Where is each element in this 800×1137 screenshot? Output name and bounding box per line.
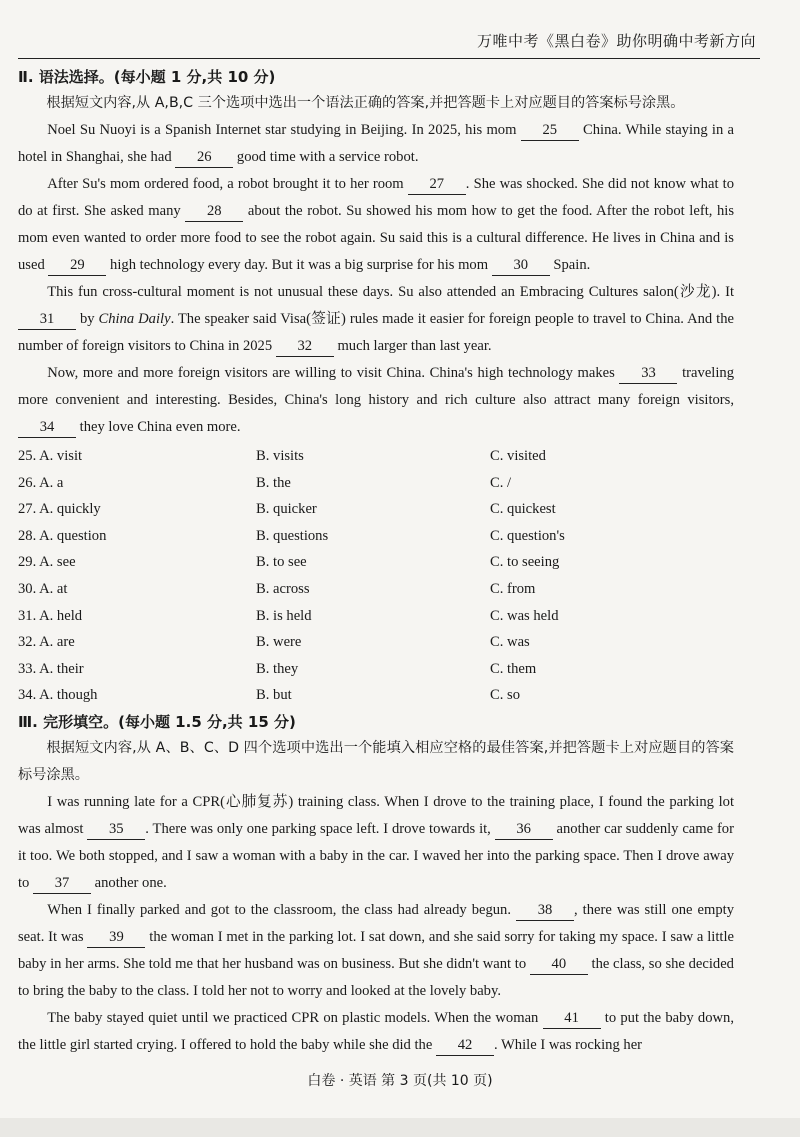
option-c: C. them <box>490 660 537 677</box>
blank-40: 40 <box>530 954 588 975</box>
section-3-paragraph-1 <box>18 789 734 897</box>
section-2-paragraph-3 <box>18 279 734 360</box>
text: . There was only one parking space left. I drove towards it, <box>145 820 495 837</box>
option-a: 33. A. their <box>18 660 84 677</box>
text: Noel Su Nuoyi is a Spanish Internet star studying in Beijing. In 2025, his mom <box>47 122 521 138</box>
option-row <box>18 496 734 523</box>
option-c: C. / <box>490 474 512 491</box>
text: another one. <box>91 874 167 891</box>
option-c: C. to seeing <box>490 554 560 571</box>
option-a: 34. A. though <box>18 687 98 704</box>
option-a: 32. A. are <box>18 634 75 651</box>
option-row <box>18 629 734 656</box>
blank-34: 34 <box>18 417 76 438</box>
blank-42: 42 <box>436 1035 494 1056</box>
option-c: C. question's <box>490 527 565 544</box>
option-row <box>18 443 734 470</box>
section-3-title: Ⅲ. 完形填空。(每小题 1.5 分,共 15 分) <box>18 712 296 731</box>
text: When I finally parked and got to the classroom, the class had already begun. <box>47 901 517 918</box>
option-b: B. they <box>256 660 299 677</box>
text: traveling more convenient and interesting. Besides, China's long history and rich culture also attract many foreign visitors, <box>18 365 734 408</box>
blank-29: 29 <box>48 255 106 276</box>
option-c: C. was <box>490 634 530 651</box>
section-3-paragraph-2 <box>18 897 734 1005</box>
blank-25: 25 <box>521 120 579 141</box>
text: the class, so she decided to bring the baby to the class. I told her not to worry and looked at the lovely baby. <box>18 955 734 999</box>
option-row <box>18 576 734 603</box>
option-b: B. quicker <box>256 501 317 518</box>
option-row <box>18 523 734 550</box>
option-row <box>18 549 734 576</box>
page-footer: 白卷 · 英语 第 3 页(共 10 页) <box>307 1073 493 1089</box>
text: by <box>76 311 99 327</box>
option-c: C. visited <box>490 448 546 464</box>
option-a: 28. A. question <box>18 527 107 544</box>
option-b: B. to see <box>256 554 307 571</box>
header-divider <box>18 58 760 59</box>
option-a: 31. A. held <box>18 607 83 624</box>
option-b: B. is held <box>256 607 312 624</box>
option-a: 26. A. a <box>18 474 64 491</box>
option-a: 25. A. visit <box>18 448 83 464</box>
text: the woman I met in the parking lot. I sat down, and she said sorry for taking my space. I saw a little baby in her arms. She told me that her husband was on business. But she didn't want to <box>18 928 734 972</box>
section-3-instruction: 根据短文内容,从 A、B、C、D 四个选项中选出一个能填入相应空格的最佳答案,并把答题卡上对应题目的答案标号涂黑。 <box>18 739 734 783</box>
text: good time with a service robot. <box>233 149 419 165</box>
blank-31: 31 <box>18 309 76 330</box>
text: , there was still one empty seat. It was <box>18 901 734 945</box>
text: much larger than last year. <box>333 338 492 354</box>
text: Spain. <box>549 257 591 273</box>
option-a: 27. A. quickly <box>18 501 101 518</box>
text: I was running late for a CPR(心肺复苏) training class. When I drove to the training place, I found the parking lot was almost <box>18 793 734 837</box>
blank-30: 30 <box>492 255 550 276</box>
page-header: 万唯中考《黑白卷》助你明确中考新方向 <box>476 32 756 50</box>
scan-bottom-edge <box>0 1118 800 1137</box>
section-2-instruction: 根据短文内容,从 A,B,C 三个选项中选出一个语法正确的答案,并把答题卡上对应题目的答案标号涂黑。 <box>46 95 685 111</box>
section-2-paragraph-4 <box>18 360 734 441</box>
section-2-paragraph-2 <box>18 171 734 279</box>
text: another car suddenly came for it too. We both stopped, and I saw a woman with a baby in the car. I waved her into the parking space. Then I drove away to <box>18 820 734 891</box>
text: . She was shocked. She did not know what to do at first. She asked many <box>18 176 734 219</box>
option-b: B. questions <box>256 527 329 544</box>
option-c: C. from <box>490 580 536 597</box>
blank-37: 37 <box>33 873 91 894</box>
text: . While I was rocking her <box>493 1036 643 1053</box>
option-a: 30. A. at <box>18 580 68 597</box>
text: . The speaker said Visa(签证) rules made it easier for foreign people to travel to China. And the number of foreign visitors to China in 2025 <box>18 311 734 354</box>
text: high technology every day. But it was a big surprise for his mom <box>106 257 492 273</box>
blank-35: 35 <box>87 819 145 840</box>
option-b: B. visits <box>256 448 304 464</box>
blank-41: 41 <box>543 1008 601 1029</box>
blank-38: 38 <box>516 900 574 921</box>
text: After Su's mom ordered food, a robot brought it to her room <box>47 176 408 192</box>
text: The baby stayed quiet until we practiced CPR on plastic models. When the woman <box>47 1009 543 1026</box>
page-content <box>18 64 734 1059</box>
text: about the robot. Su showed his mom how to get the food. After the robot left, his mom even wanted to order more food to see the robot again. Su said this is a cultural difference. He lives in China and is used <box>18 203 735 273</box>
text: Now, more and more foreign visitors are willing to visit China. China's high technology makes <box>47 365 620 381</box>
text: China. While staying in a hotel in Shanghai, she had <box>18 122 734 165</box>
section-2-paragraph-1 <box>18 117 734 171</box>
option-c: C. quickest <box>490 501 556 518</box>
option-c: C. was held <box>490 607 559 624</box>
section-2-title: Ⅱ. 语法选择。(每小题 1 分,共 10 分) <box>18 68 276 86</box>
section-3-paragraph-3 <box>18 1005 734 1059</box>
option-b: B. the <box>256 474 291 491</box>
option-row <box>18 682 734 709</box>
answer-options <box>18 443 734 709</box>
text: they love China even more. <box>76 419 241 435</box>
blank-33: 33 <box>619 363 677 384</box>
blank-36: 36 <box>495 819 553 840</box>
blank-27: 27 <box>408 174 466 195</box>
option-c: C. so <box>490 687 521 704</box>
option-row <box>18 656 734 683</box>
option-row <box>18 470 734 497</box>
blank-39: 39 <box>87 927 145 948</box>
blank-26: 26 <box>175 147 233 168</box>
text: to put the baby down, the little girl started crying. I offered to hold the baby while she did the <box>18 1009 734 1053</box>
option-b: B. but <box>256 687 292 704</box>
newspaper-name: China Daily <box>98 311 171 327</box>
option-b: B. were <box>256 634 302 651</box>
blank-28: 28 <box>185 201 243 222</box>
text: This fun cross-cultural moment is not unusual these days. Su also attended an Embracing Cultures salon(沙龙). It <box>47 284 734 300</box>
blank-32: 32 <box>276 336 334 357</box>
option-a: 29. A. see <box>18 554 76 571</box>
option-row <box>18 603 734 630</box>
option-b: B. across <box>256 580 310 597</box>
